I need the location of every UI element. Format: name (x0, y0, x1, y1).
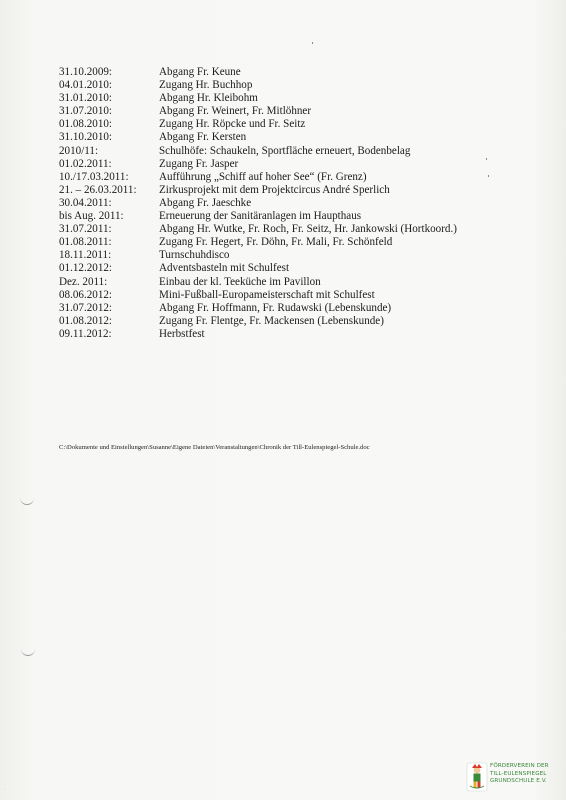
entry-text: Abgang Fr. Weinert, Fr. Mitlöhner (159, 105, 312, 118)
entry-date: 18.11.2011: (59, 249, 112, 262)
entry-text: Zugang Fr. Jasper (159, 157, 239, 170)
chronicle-entry (59, 145, 559, 158)
scan-speck (486, 158, 487, 160)
entry-date: 31.07.2011: (59, 223, 112, 236)
chronicle-entry (59, 66, 559, 79)
entry-text: Abgang Fr. Kersten (159, 131, 247, 144)
entry-date: 08.06.2012: (59, 288, 113, 301)
entry-text: Turnschuhdisco (159, 249, 230, 262)
logo-text (490, 763, 562, 786)
chronicle-entry (59, 223, 559, 236)
chronicle-entry (59, 315, 559, 328)
entry-date: 01.08.2012: (59, 314, 113, 327)
entry-text: Zugang Hr. Buchhop (159, 79, 253, 92)
entry-date: 31.07.2010: (59, 105, 113, 118)
chronicle-list (59, 66, 559, 341)
chronicle-entry (59, 171, 559, 184)
chronicle-entry (59, 184, 559, 197)
entry-date: 31.01.2010: (59, 92, 113, 105)
entry-text: Abgang Hr. Kleibohm (159, 92, 258, 105)
chronicle-entry (59, 236, 559, 249)
foerderverein-logo (466, 762, 562, 794)
entry-date: 2010/11: (59, 144, 99, 157)
chronicle-entry (59, 131, 559, 144)
chronicle-entry (59, 302, 559, 315)
chronicle-entry (59, 105, 559, 118)
scan-speck (312, 42, 313, 44)
scan-edge-mark: · (4, 787, 6, 793)
entry-date: 09.11.2012: (59, 327, 112, 340)
entry-text: Mini-Fußball-Europameisterschaft mit Schulfest (159, 288, 375, 301)
chronicle-entry (59, 210, 559, 223)
entry-text: Adventsbasteln mit Schulfest (159, 262, 290, 275)
entry-text: Schulhöfe: Schaukeln, Sportfläche erneuert, Bodenbelag (159, 144, 411, 157)
entry-text: Einbau der kl. Teeküche im Pavillon (159, 275, 321, 288)
logo-text-line: GRUNDSCHULE E.V. (490, 778, 547, 785)
logo-text-line: TILL-EULENSPIEGEL (490, 770, 547, 777)
entry-date: 01.02.2011: (59, 157, 112, 170)
scan-speck (488, 175, 489, 177)
entry-text: Abgang Hr. Wutke, Fr. Roch, Fr. Seitz, Hr. Jankowski (Hortkoord.) (159, 223, 457, 236)
entry-text: Abgang Fr. Hoffmann, Fr. Rudawski (Lebenskunde) (159, 301, 392, 314)
entry-date: 10./17.03.2011: (59, 170, 129, 183)
entry-text: Abgang Fr. Jaeschke (159, 196, 252, 209)
entry-text: Zugang Hr. Röpcke und Fr. Seitz (159, 118, 306, 131)
entry-text: Zugang Fr. Flentge, Fr. Mackensen (Lebenskunde) (159, 314, 384, 327)
entry-date: 04.01.2010: (59, 79, 113, 92)
entry-text: Herbstfest (159, 327, 205, 340)
entry-text: Aufführung „Schiff auf hoher See“ (Fr. Grenz) (159, 170, 367, 183)
entry-date: 01.08.2011: (59, 236, 112, 249)
entry-text: Zirkusprojekt mit dem Projektcircus André Sperlich (159, 183, 390, 196)
entry-date: 21. – 26.03.2011: (59, 183, 137, 196)
chronicle-entry (59, 92, 559, 105)
entry-date: 31.10.2010: (59, 131, 113, 144)
entry-date: bis Aug. 2011: (59, 210, 124, 223)
entry-text: Abgang Fr. Keune (159, 66, 241, 78)
chronicle-entry (59, 79, 559, 92)
entry-date: 31.07.2012: (59, 301, 113, 314)
chronicle-entry (59, 249, 559, 262)
entry-text: Zugang Fr. Hegert, Fr. Döhn, Fr. Mali, Fr. Schönfeld (159, 236, 393, 249)
file-path-footer: C:\Dokumente und Einstellungen\Susanne\Eigene Dateien\Veranstaltungen\Chronik der Till-Eulenspiegel-Schule.doc (59, 444, 370, 451)
entry-date: 01.08.2010: (59, 118, 113, 131)
entry-date: 30.04.2011: (59, 196, 112, 209)
logo-text-line: FÖRDERVEREIN DER (490, 763, 549, 769)
punch-hole-mark (20, 497, 34, 505)
chronicle-entry (59, 118, 559, 131)
chronicle-entry (59, 289, 559, 302)
chronicle-entry (59, 197, 559, 210)
entry-date: 01.12.2012: (59, 262, 113, 275)
chronicle-entry (59, 328, 559, 341)
punch-hole-mark (21, 648, 35, 656)
entry-date: 31.10.2009: (59, 66, 113, 78)
entry-date: Dez. 2011: (59, 275, 108, 288)
entry-text: Erneuerung der Sanitäranlagen im Haupthaus (159, 210, 362, 223)
chronicle-entry (59, 276, 559, 289)
eulenspiegel-figure-icon (466, 762, 488, 792)
chronicle-entry (59, 262, 559, 275)
chronicle-entry (59, 158, 559, 171)
